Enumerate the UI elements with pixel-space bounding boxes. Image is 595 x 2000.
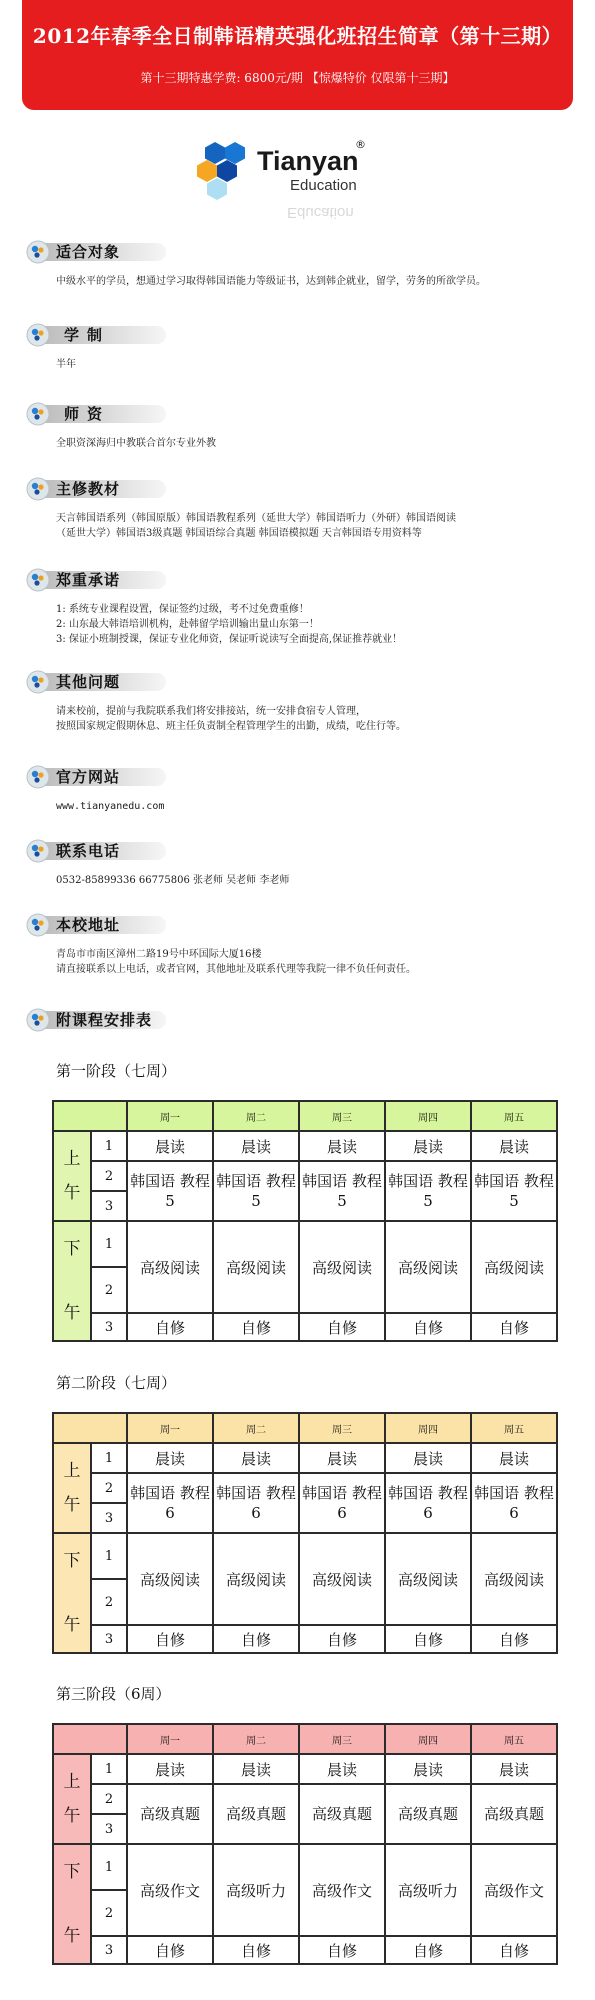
section-phone — [26, 839, 289, 888]
period-am-cell — [53, 1443, 91, 1533]
class-cell: 高级阅读 — [213, 1533, 299, 1625]
section-text: 中级水平的学员，想通过学习取得韩国语能力等级证书，达到韩企就业，留学，劳务的所欲学员。 — [56, 276, 486, 287]
schedule-table — [52, 1723, 558, 1965]
day-header: 周四 — [385, 1101, 471, 1131]
day-header: 周五 — [471, 1413, 557, 1443]
period-number: 3 — [91, 1191, 127, 1221]
period-pm-top: 下 — [63, 1239, 81, 1259]
section-website — [26, 765, 164, 814]
class-cell: 自修 — [127, 1936, 213, 1964]
class-cell: 高级阅读 — [299, 1533, 385, 1625]
class-cell: 韩国语 教程6 — [471, 1473, 557, 1533]
class-cell: 高级真题 — [213, 1784, 299, 1844]
class-cell: 高级阅读 — [127, 1221, 213, 1313]
day-header: 周三 — [299, 1724, 385, 1754]
period-number: 2 — [91, 1784, 127, 1814]
class-cell: 自修 — [213, 1625, 299, 1653]
day-header: 周二 — [213, 1724, 299, 1754]
class-cell: 高级真题 — [471, 1784, 557, 1844]
class-cell: 晨读 — [213, 1131, 299, 1161]
class-cell: 晨读 — [213, 1443, 299, 1473]
class-cell: 韩国语 教程5 — [471, 1161, 557, 1221]
day-header: 周二 — [213, 1413, 299, 1443]
section-textbooks — [26, 477, 456, 541]
class-cell: 自修 — [471, 1313, 557, 1341]
class-cell: 高级阅读 — [471, 1221, 557, 1313]
section-line: 2: 山东最大韩语培训机构，赴韩留学培训输出量山东第一！ — [56, 619, 319, 630]
period-am-top: 上 — [63, 1461, 81, 1481]
class-cell: 自修 — [299, 1625, 385, 1653]
period-number: 3 — [91, 1814, 127, 1844]
class-cell: 自修 — [385, 1936, 471, 1964]
period-number: 1 — [91, 1844, 127, 1890]
class-cell: 韩国语 教程6 — [299, 1473, 385, 1533]
section-label: 联系电话 — [56, 842, 121, 860]
class-cell: 自修 — [385, 1625, 471, 1653]
section-label: 附课程安排表 — [56, 1011, 153, 1029]
bullet-dots-icon — [26, 913, 52, 937]
section-other — [26, 670, 406, 734]
fee-subtitle: 第十三期特惠学费: 6800元/期 【惊爆特价 仅限第十三期】 — [140, 71, 455, 85]
period-number: 1 — [91, 1443, 127, 1473]
bullet-dots-icon — [26, 1008, 52, 1032]
class-cell: 高级听力 — [213, 1844, 299, 1936]
section-target — [26, 240, 486, 289]
class-cell: 晨读 — [385, 1131, 471, 1161]
class-cell: 晨读 — [385, 1754, 471, 1784]
class-cell: 高级阅读 — [213, 1221, 299, 1313]
class-cell: 晨读 — [471, 1131, 557, 1161]
section-line: （延世大学）韩国语3级真题 韩国语综合真题 韩国语模拟题 天言韩国语专用资料等 — [56, 528, 422, 539]
period-pm-bottom: 午 — [63, 1615, 81, 1635]
logo-education: Education — [290, 177, 357, 194]
website-link[interactable]: www.tianyanedu.com — [56, 801, 165, 812]
bullet-dots-icon — [26, 477, 52, 501]
section-label: 适合对象 — [56, 243, 121, 261]
day-header: 周一 — [127, 1101, 213, 1131]
class-cell: 韩国语 教程5 — [385, 1161, 471, 1221]
class-cell: 晨读 — [299, 1754, 385, 1784]
class-cell: 韩国语 教程6 — [385, 1473, 471, 1533]
class-cell: 自修 — [471, 1936, 557, 1964]
schedule-table — [52, 1412, 558, 1654]
period-number: 3 — [91, 1625, 127, 1653]
class-cell: 韩国语 教程5 — [299, 1161, 385, 1221]
bullet-dots-icon — [26, 765, 52, 789]
logo-wordmark: Tianyan — [257, 146, 359, 176]
class-cell: 高级真题 — [127, 1784, 213, 1844]
section-line: 1: 系统专业课程设置，保证签约过级，考不过免费重修！ — [56, 604, 309, 615]
day-header: 周一 — [127, 1413, 213, 1443]
period-am-top: 上 — [63, 1772, 81, 1792]
period-pm-cell — [53, 1533, 91, 1653]
class-cell: 晨读 — [471, 1754, 557, 1784]
period-pm-cell — [53, 1221, 91, 1341]
class-cell: 晨读 — [127, 1131, 213, 1161]
day-header: 周二 — [213, 1101, 299, 1131]
day-header: 周三 — [299, 1413, 385, 1443]
section-duration — [26, 323, 111, 372]
registered-mark: ® — [355, 138, 366, 151]
period-am-bottom: 午 — [63, 1183, 81, 1203]
period-am-top: 上 — [63, 1149, 81, 1169]
period-number: 2 — [91, 1267, 127, 1313]
schedule-table — [52, 1100, 558, 1342]
class-cell: 自修 — [213, 1936, 299, 1964]
corner-cell — [53, 1413, 127, 1443]
class-cell: 自修 — [299, 1313, 385, 1341]
section-line: 天言韩国语系列（韩国原版）韩国语教程系列（延世大学）韩国语听力（外研）韩国语阅读 — [56, 513, 456, 524]
section-address — [26, 913, 416, 977]
section-line: 3: 保证小班制授课，保证专业化师资，保证听说读写全面提高,保证推荐就业！ — [56, 634, 403, 645]
class-cell: 自修 — [385, 1313, 471, 1341]
bullet-dots-icon — [26, 323, 52, 347]
class-cell: 高级作文 — [127, 1844, 213, 1936]
period-pm-cell — [53, 1844, 91, 1964]
header-banner — [22, 0, 573, 110]
class-cell: 高级阅读 — [299, 1221, 385, 1313]
section-label: 主修教材 — [56, 480, 121, 498]
period-number: 1 — [91, 1221, 127, 1267]
period-pm-bottom: 午 — [63, 1303, 81, 1323]
bullet-dots-icon — [26, 402, 52, 426]
section-label: 本校地址 — [56, 916, 121, 934]
page-title: 2012年春季全日制韩语精英强化班招生简章（第十三期） — [32, 24, 563, 48]
period-number: 3 — [91, 1503, 127, 1533]
class-cell: 高级阅读 — [127, 1533, 213, 1625]
class-cell: 晨读 — [127, 1754, 213, 1784]
stage-title: 第三阶段（6周） — [56, 1685, 171, 1703]
section-promise — [26, 568, 402, 647]
day-header: 周四 — [385, 1413, 471, 1443]
period-number: 1 — [91, 1754, 127, 1784]
class-cell: 韩国语 教程5 — [213, 1161, 299, 1221]
period-number: 2 — [91, 1161, 127, 1191]
section-label: 其他问题 — [56, 673, 121, 691]
period-am-bottom: 午 — [63, 1806, 81, 1826]
section-text: 0532-85899336 66775806 张老师 吴老师 李老师 — [56, 875, 290, 886]
class-cell: 晨读 — [385, 1443, 471, 1473]
period-am-cell — [53, 1131, 91, 1221]
tianyan-logo — [195, 132, 405, 242]
period-number: 1 — [91, 1533, 127, 1579]
class-cell: 自修 — [213, 1313, 299, 1341]
day-header: 周一 — [127, 1724, 213, 1754]
class-cell: 高级真题 — [385, 1784, 471, 1844]
class-cell: 晨读 — [299, 1131, 385, 1161]
period-number: 3 — [91, 1936, 127, 1964]
class-cell: 自修 — [127, 1625, 213, 1653]
section-text: 半年 — [56, 359, 76, 370]
class-cell: 高级阅读 — [385, 1221, 471, 1313]
corner-cell — [53, 1101, 127, 1131]
section-line: 青岛市市南区漳州二路19号中环国际大厦16楼 — [56, 949, 262, 960]
class-cell: 韩国语 教程6 — [127, 1473, 213, 1533]
day-header: 周五 — [471, 1101, 557, 1131]
period-number: 2 — [91, 1890, 127, 1936]
class-cell: 晨读 — [127, 1443, 213, 1473]
class-cell: 高级阅读 — [385, 1533, 471, 1625]
day-header: 周三 — [299, 1101, 385, 1131]
class-cell: 高级真题 — [299, 1784, 385, 1844]
section-text: 全职资深海归中教联合首尔专业外教 — [56, 438, 216, 449]
class-cell: 自修 — [299, 1936, 385, 1964]
class-cell: 高级阅读 — [471, 1533, 557, 1625]
class-cell: 自修 — [471, 1625, 557, 1653]
class-cell: 韩国语 教程5 — [127, 1161, 213, 1221]
bullet-dots-icon — [26, 568, 52, 592]
section-label: 师资 — [64, 405, 111, 423]
period-number: 2 — [91, 1579, 127, 1625]
stage-title: 第二阶段（七周） — [56, 1374, 177, 1392]
section-label: 学制 — [64, 326, 111, 344]
class-cell: 高级作文 — [471, 1844, 557, 1936]
period-am-cell — [53, 1754, 91, 1844]
period-pm-bottom: 午 — [63, 1926, 81, 1946]
class-cell: 晨读 — [299, 1443, 385, 1473]
class-cell: 高级作文 — [299, 1844, 385, 1936]
bullet-dots-icon — [26, 839, 52, 863]
bullet-dots-icon — [26, 670, 52, 694]
class-cell: 韩国语 教程6 — [213, 1473, 299, 1533]
bullet-dots-icon — [26, 240, 52, 264]
period-am-bottom: 午 — [63, 1495, 81, 1515]
period-pm-top: 下 — [63, 1551, 81, 1571]
class-cell: 自修 — [127, 1313, 213, 1341]
hexagon-logo-icon — [195, 138, 259, 202]
class-cell: 晨读 — [213, 1754, 299, 1784]
section-label: 官方网站 — [56, 768, 121, 786]
stage-title: 第一阶段（七周） — [56, 1062, 177, 1080]
class-cell: 高级听力 — [385, 1844, 471, 1936]
period-number: 3 — [91, 1313, 127, 1341]
period-number: 1 — [91, 1131, 127, 1161]
day-header: 周五 — [471, 1724, 557, 1754]
logo-reflection: Education — [287, 204, 354, 221]
section-line: 按照国家规定假期休息、班主任负责制全程管理学生的出勤，成绩，吃住行等。 — [56, 721, 406, 732]
class-cell: 晨读 — [471, 1443, 557, 1473]
section-label: 郑重承诺 — [56, 571, 121, 589]
section-teachers — [26, 402, 216, 451]
section-line: 请直接联系以上电话，或者官网，其他地址及联系代理等我院一律不负任何责任。 — [56, 964, 416, 975]
section-line: 请来校前，提前与我院联系我们将安排接站，统一安排食宿专人管理， — [56, 706, 366, 717]
period-pm-top: 下 — [63, 1862, 81, 1882]
period-number: 2 — [91, 1473, 127, 1503]
day-header: 周四 — [385, 1724, 471, 1754]
corner-cell — [53, 1724, 127, 1754]
